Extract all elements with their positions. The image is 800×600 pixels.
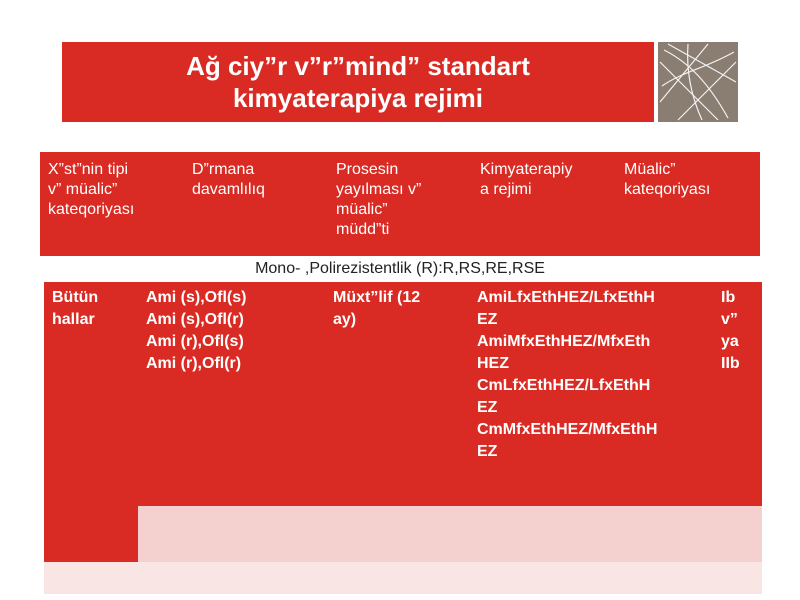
header-cell-resistance: D”rmana davamlılıq <box>192 161 265 198</box>
title-line-2: kimyaterapiya rejimi <box>232 83 484 113</box>
table-empty-row <box>44 562 762 594</box>
title-line-1: Ağ ciy”r v”r”mind” standart <box>186 51 530 81</box>
cell-category: Ib v” ya IIb <box>721 289 740 372</box>
table-empty-row <box>138 506 762 562</box>
table-row <box>44 282 762 506</box>
table-header-row <box>40 152 760 256</box>
logo-lines-icon <box>658 42 738 122</box>
cell-all-cases: Bütün hallar <box>52 289 99 328</box>
cell-regimens: AmiLfxEthHEZ/LfxEthH EZ AmiMfxEthHEZ/MfxEth HEZ CmLfxEthHEZ/LfxEthH EZ CmMfxEthHEZ/MfxEthH EZ <box>477 289 658 460</box>
header-cell-case-type: X”st”nin tipi v” müalic” kateqoriyası <box>48 161 135 218</box>
header-cell-regimen: Kimyaterapiy a rejimi <box>480 161 573 198</box>
slide-title <box>62 42 654 122</box>
header-cell-process: Prosesin yayılması v” müalic” müdd”ti <box>336 161 422 238</box>
cell-duration: Müxt”lif (12 ay) <box>333 289 421 328</box>
header-cell-category: Müalic” kateqoriyası <box>624 161 711 198</box>
resistance-row: Mono- ,Polirezistentlik (R):R,RS,RE,RSE <box>255 260 545 277</box>
cell-drug-resistance: Ami (s),Ofl(s) Ami (s),Ofl(r) Ami (r),Ofl(s) Ami (r),Ofl(r) <box>146 289 247 372</box>
table-row-extension <box>44 506 138 562</box>
logo <box>658 42 738 122</box>
